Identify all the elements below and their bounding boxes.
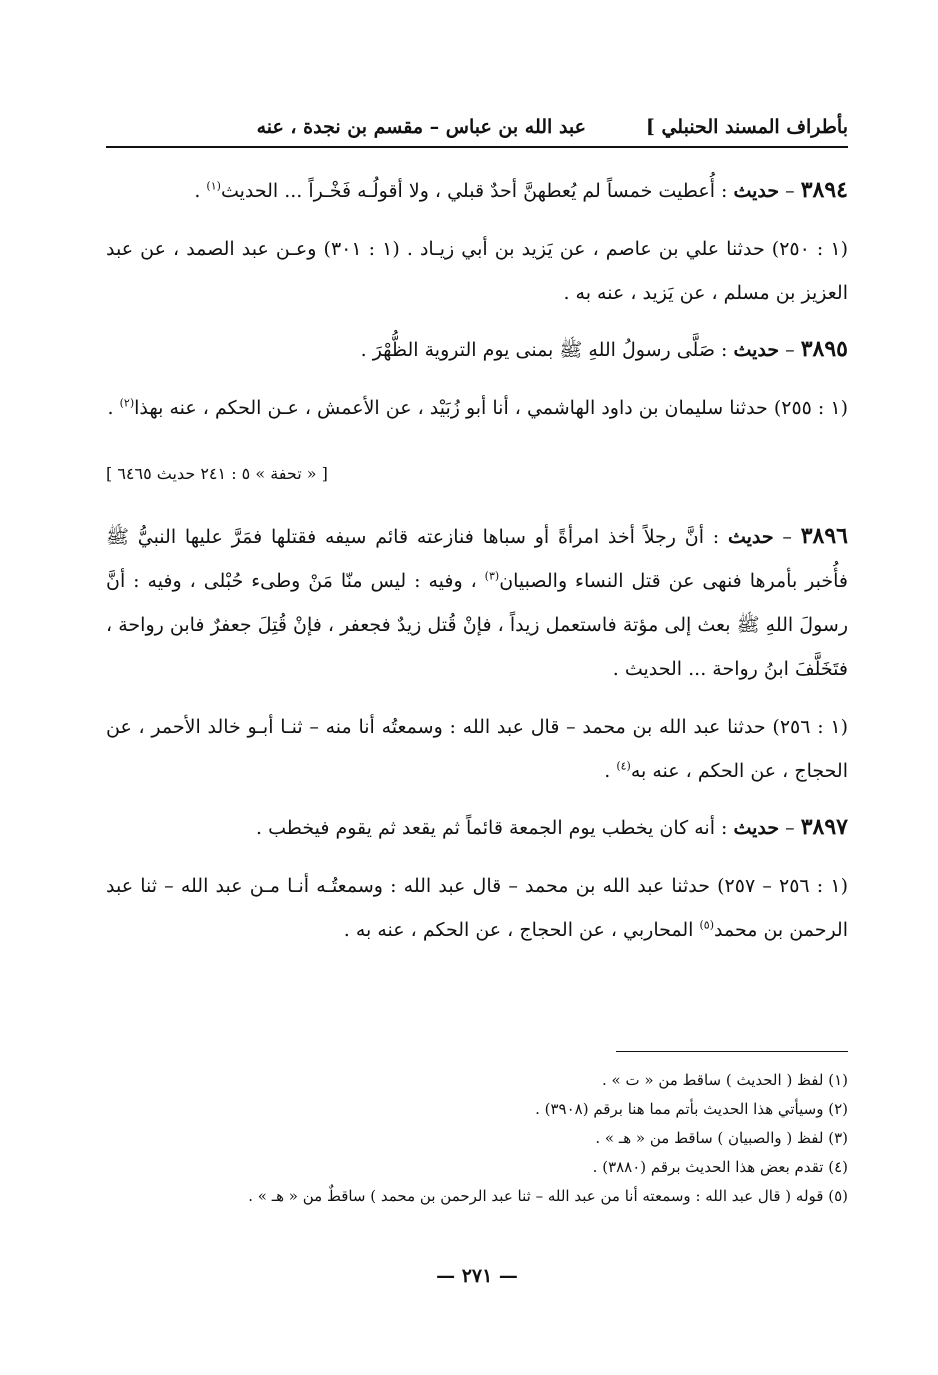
hadith-entry-3894 — [106, 168, 848, 213]
footnotes — [106, 1066, 848, 1211]
hadith-number: ٣٨٩٤ — [800, 177, 848, 203]
isnad-3896 — [106, 705, 848, 793]
header-rule — [106, 146, 848, 148]
footnote-4: (٤) تقدم بعض هذا الحديث برقم (٣٨٨٠) . — [592, 1158, 848, 1176]
page — [106, 0, 848, 1375]
running-head — [106, 112, 848, 146]
footnote-1: (١) لفظ ( الحديث ) ساقط من « ت » . — [602, 1071, 848, 1089]
hadith-keyword: حديث — [733, 180, 780, 202]
hadith-entry-3895 — [106, 327, 848, 372]
dash: – — [779, 339, 801, 361]
isnad-3895 — [106, 386, 848, 430]
footnote-rule — [616, 1051, 848, 1052]
main-text — [106, 168, 848, 964]
hadith-number: ٣٨٩٦ — [800, 523, 848, 549]
running-head-section-title: عبد الله بن عباس – مقسم بن نجدة ، عنه — [256, 116, 586, 138]
hadith-text-tail: . — [194, 180, 207, 202]
hadith-text: : أنَّ رجلاً أخذ امرأةً أو سباها فنازعته قائم سيفه فقتلها فمَرَّ عليها النبيُّ ﷺ فأُخبر بأمرها فنهى عن قتل النساء والصبيان — [106, 526, 849, 592]
isnad-3894: (١ : ٢٥٠) حدثنا علي بن عاصم ، عن يَزيد بن أبي زيـاد . (١ : ٣٠١) وعـن عبد الصمد ، عن عبد العزيز بن مسلم ، عن يَزيد ، عنه به . — [106, 238, 849, 304]
footnote-mark: (٢) — [119, 396, 135, 410]
dash: – — [779, 817, 801, 839]
hadith-keyword: حديث — [733, 339, 780, 361]
hadith-text: : أُعطيت خمساً لم يُعطهنَّ أحدٌ قبلي ، ولا أقولُـه فَخْـراً ... الحديث — [220, 180, 734, 202]
hadith-text: : أنه كان يخطب يوم الجمعة قائماً ثم يقعد ثم يقوم فيخطب . — [256, 817, 734, 839]
tuhfa-reference: [ « تحفة » ٥ : ٢٤١ حديث ٦٤٦٥ ] — [106, 464, 328, 483]
dash: – — [779, 180, 801, 202]
hadith-keyword: حديث — [733, 817, 780, 839]
isnad-text-continued: المحاربي ، عن الحجاج ، عن الحكم ، عنه به . — [343, 919, 700, 941]
hadith-text-continued: ، وفيه : ليس منّا مَنْ وطىء حُبْلى ، وفيه : أنَّ رسولَ اللهِ ﷺ بعث إلى مؤتة فاستعمل زيداً ، فإنْ قُتل زيدٌ فجعفر ، فإنْ قُتِلَ جعفرٌ فابن رواحة ، فتَخَلَّفَ ابنُ رواحة ... الحديث . — [106, 570, 848, 680]
footnote-5: (٥) قوله ( قال عبد الله : وسمعته أنا من عبد الله – ثنا عبد الرحمن بن محمد ) ساقطٌ من « هـ » . — [248, 1187, 848, 1205]
isnad-text: (١ : ٢٥٦ – ٢٥٧) حدثنا عبد الله بن محمد – قال عبد الله : وسمعتُـه أنـا مـن عبد الله – ثنا عبد الرحمن بن محمد — [106, 875, 848, 941]
hadith-number: ٣٨٩٥ — [800, 336, 848, 362]
footnote-2: (٢) وسيأتي هذا الحديث بأتم مما هنا برقم (٣٩٠٨) . — [535, 1100, 848, 1118]
isnad-tail: . — [604, 760, 617, 782]
isnad-text: (١ : ٢٥٦) حدثنا عبد الله بن محمد – قال عبد الله : وسمعتُه أنا منه – ثنـا أبـو خالد الأحمر ، عن الحجاج ، عن الحكم ، عنه به — [106, 716, 848, 782]
footnote-mark: (٥) — [699, 918, 715, 932]
hadith-text: : صَلَّى رسولُ اللهِ ﷺ بمنى يوم التروية الظُّهْرَ . — [360, 339, 734, 361]
hadith-entry-3897 — [106, 805, 848, 850]
isnad-text: (١ : ٢٥٥) حدثنا سليمان بن داود الهاشمي ، أنا أبو زُبَيْد ، عن الأعمش ، عـن الحكم ، عنه بهذا — [134, 397, 848, 419]
footnote-mark: (٤) — [616, 759, 631, 773]
running-head-book-title: بأطراف المسند الحنبلي ] — [645, 116, 848, 138]
isnad-3897 — [106, 864, 848, 952]
hadith-entry-3896 — [106, 514, 848, 691]
isnad-tail: . — [107, 397, 120, 419]
hadith-keyword: حديث — [727, 526, 774, 548]
footnote-3: (٣) لفظ ( والصبيان ) ساقط من « هـ » . — [595, 1129, 848, 1147]
dash: – — [773, 526, 801, 548]
footnote-mark: (٣) — [484, 569, 500, 583]
footnote-mark: (١) — [206, 179, 221, 193]
page-number: — ٢٧١ — — [436, 1265, 518, 1287]
hadith-number: ٣٨٩٧ — [800, 814, 848, 840]
